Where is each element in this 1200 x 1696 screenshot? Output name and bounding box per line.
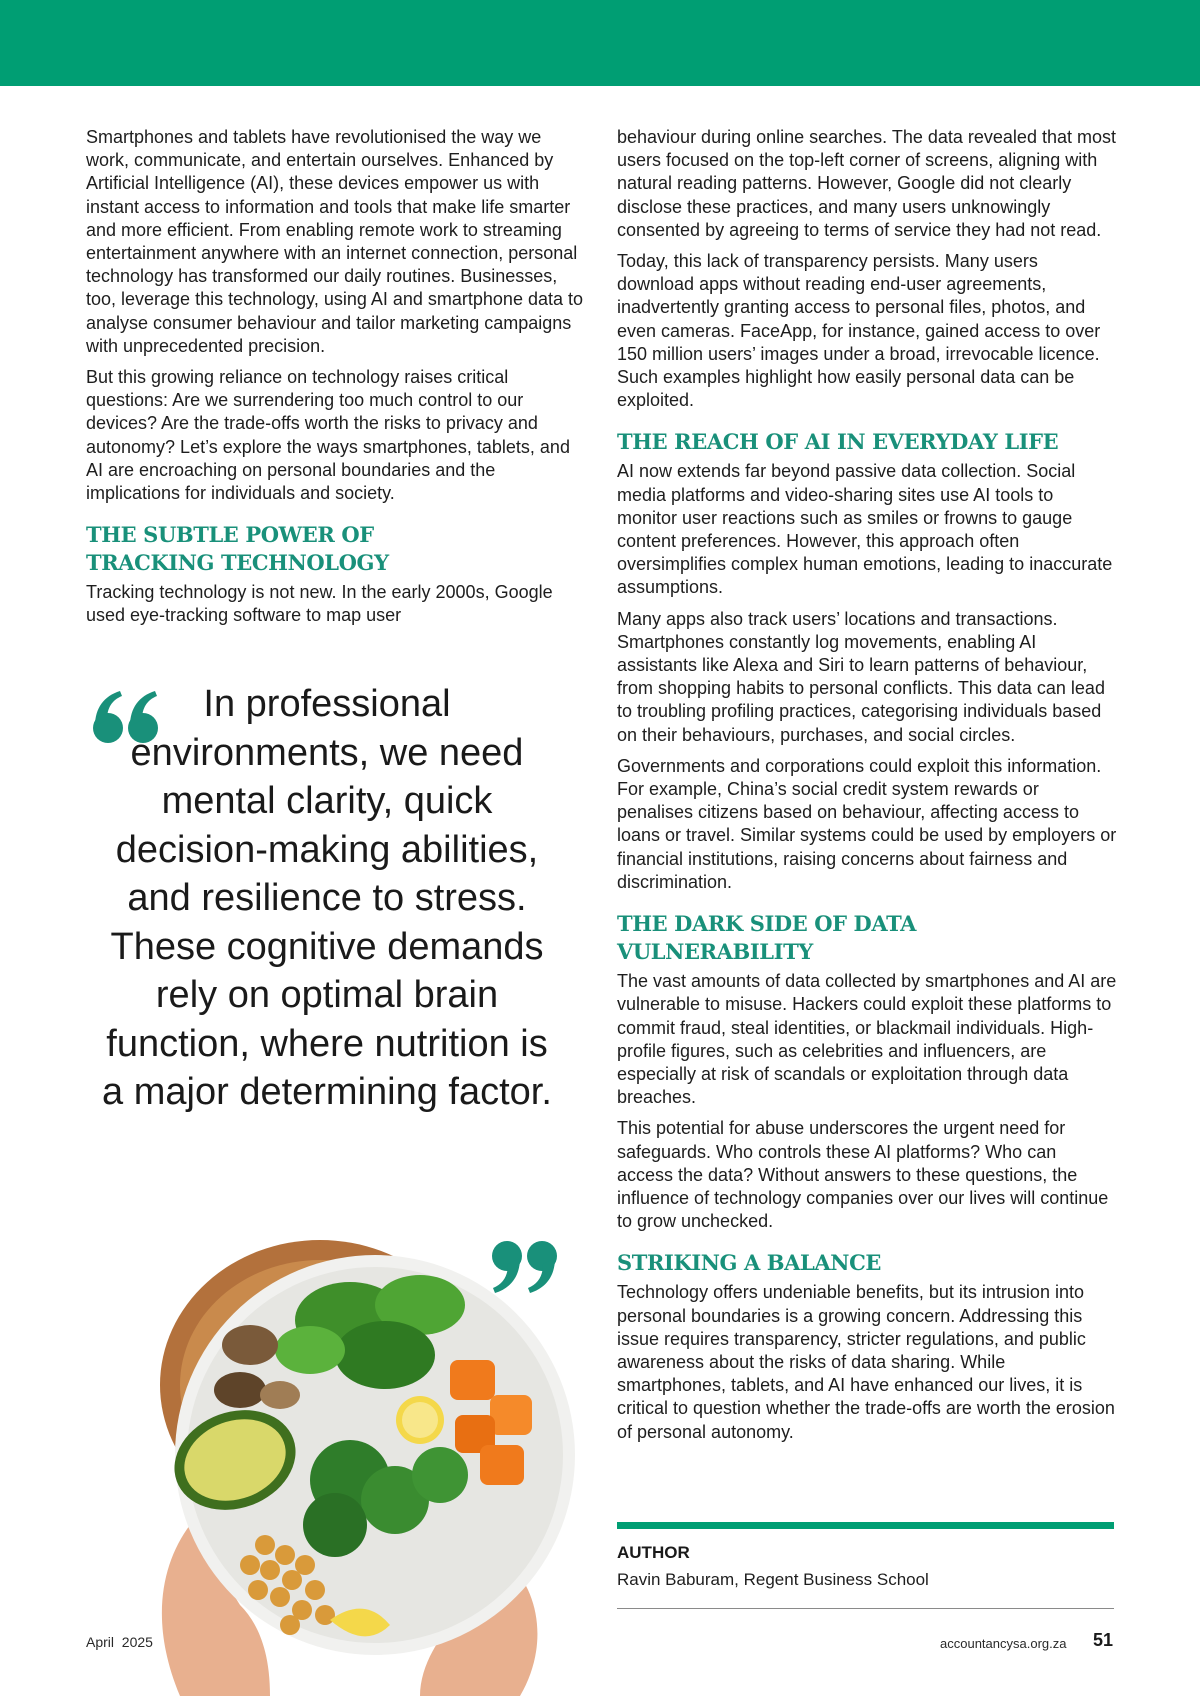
section-heading-reach-of-ai: THE REACH OF AI IN EVERYDAY LIFE xyxy=(617,429,1059,455)
conclusion-paragraph: Technology offers undeniable benefits, but its intrusion into personal boundaries is a growing concern. Addressing this issue requires transparency, stricter regulations, and public awareness about the risks of data sharing. While smartphones, tablets, and AI have enhanced our lives, it is critical to question whether the trade-offs are worth the erosion of personal autonomy. xyxy=(617,1282,1115,1442)
intro-paragraph: Smartphones and tablets have revolutionised the way we work, communicate, and entertain ourselves. Enhanced by Artificial Intelligence (AI), these devices empower us with instant access to information and tools that make life smarter and more efficient. From enabling remote work to streaming entertainment anywhere with an internet connection, personal technology has transformed our daily routines. Businesses, too, leverage this technology, using AI and smartphone data to analyse consumer behaviour and tailor marketing campaigns with unprecedented precision. xyxy=(86,127,583,356)
section-heading-dark-side: THE DARK SIDE OF DATA VULNERABILITY xyxy=(617,911,917,965)
transparency-paragraph: Today, this lack of transparency persists. Many users download apps without reading end-user agreements, inadvertently granting access to personal files, photos, and even cameras. FaceApp, for instance, gained access to over 150 million users’ images under a broad, irrevocable licence. Such examples highlight how easily personal data can be exploited. xyxy=(617,251,1101,411)
tracking-continued-paragraph: behaviour during online searches. The data revealed that most users focused on the top-left corner of screens, aligning with natural reading patterns. However, Google did not clearly disclose these practices, and many users unknowingly consented by agreeing to terms of service they had not read. xyxy=(617,127,1116,240)
safeguards-paragraph: This potential for abuse underscores the urgent need for safeguards. Who controls these AI platforms? Who can access the data? Without answers to these questions, the influence of technology companies over our lives will continue to grow unchecked. xyxy=(617,1118,1109,1232)
footer-date: April 2025 xyxy=(86,1634,153,1650)
section-heading-balance: STRIKING A BALANCE xyxy=(617,1250,882,1276)
header-color-band xyxy=(0,0,1200,86)
author-divider xyxy=(617,1522,1114,1529)
pull-quote: In professional environments, we need mental clarity, quick decision-making abilities, and resilience to stress. These cognitive demands rely on optimal brain function, where nutrition is a major determining factor. xyxy=(102,683,552,1113)
footer-website: accountancysa.org.za xyxy=(940,1636,1067,1651)
governments-paragraph: Governments and corporations could exploit this information. For example, China’s social credit system rewards or penalises citizens based on behaviour, affecting access to loans or travel. Similar systems could be used by employers or financial institutions, raising concerns about fairness and discrimination. xyxy=(617,755,1117,892)
salad-bowl-illustration xyxy=(120,1225,590,1696)
right-column xyxy=(617,126,1117,1452)
author-name: Ravin Baburam, Regent Business School xyxy=(617,1570,929,1589)
author-bottom-rule xyxy=(617,1608,1114,1609)
ai-extends-paragraph: AI now extends far beyond passive data collection. Social media platforms and video-sharing sites use AI tools to monitor user reactions such as smiles or frowns to gauge content preferences. However, this approach often oversimplifies complex human emotions, leading to inaccurate assumptions. xyxy=(617,461,1113,598)
page-number: 51 xyxy=(1093,1630,1114,1650)
left-column xyxy=(86,126,586,636)
location-tracking-paragraph: Many apps also track users’ locations and transactions. Smartphones constantly log movements, enabling AI assistants like Alexa and Siri to learn patterns of behaviour, from shopping habits to personal conflicts. This data can lead to troubling profiling practices, categorising individuals based on their behaviours, purchases, and social circles. xyxy=(617,608,1105,745)
questions-paragraph: But this growing reliance on technology raises critical questions: Are we surrendering too much control to our devices? Are the trade-offs worth the risks to privacy and autonomy? Let’s explore the ways smartphones, tablets, and AI are encroaching on personal boundaries and the implications for individuals and society. xyxy=(86,367,570,504)
author-label: AUTHOR xyxy=(617,1543,690,1562)
tracking-paragraph: Tracking technology is not new. In the early 2000s, Google used eye-tracking software to map user xyxy=(86,582,553,626)
vulnerability-paragraph: The vast amounts of data collected by smartphones and AI are vulnerable to misuse. Hackers could exploit these platforms to commit fraud, steal identities, or blackmail individuals. High-profile figures, such as celebrities and influencers, are especially at risk of scandals or exploitation through data breaches. xyxy=(617,971,1117,1108)
section-heading-tracking: THE SUBTLE POWER OF TRACKING TECHNOLOGY xyxy=(86,522,389,576)
